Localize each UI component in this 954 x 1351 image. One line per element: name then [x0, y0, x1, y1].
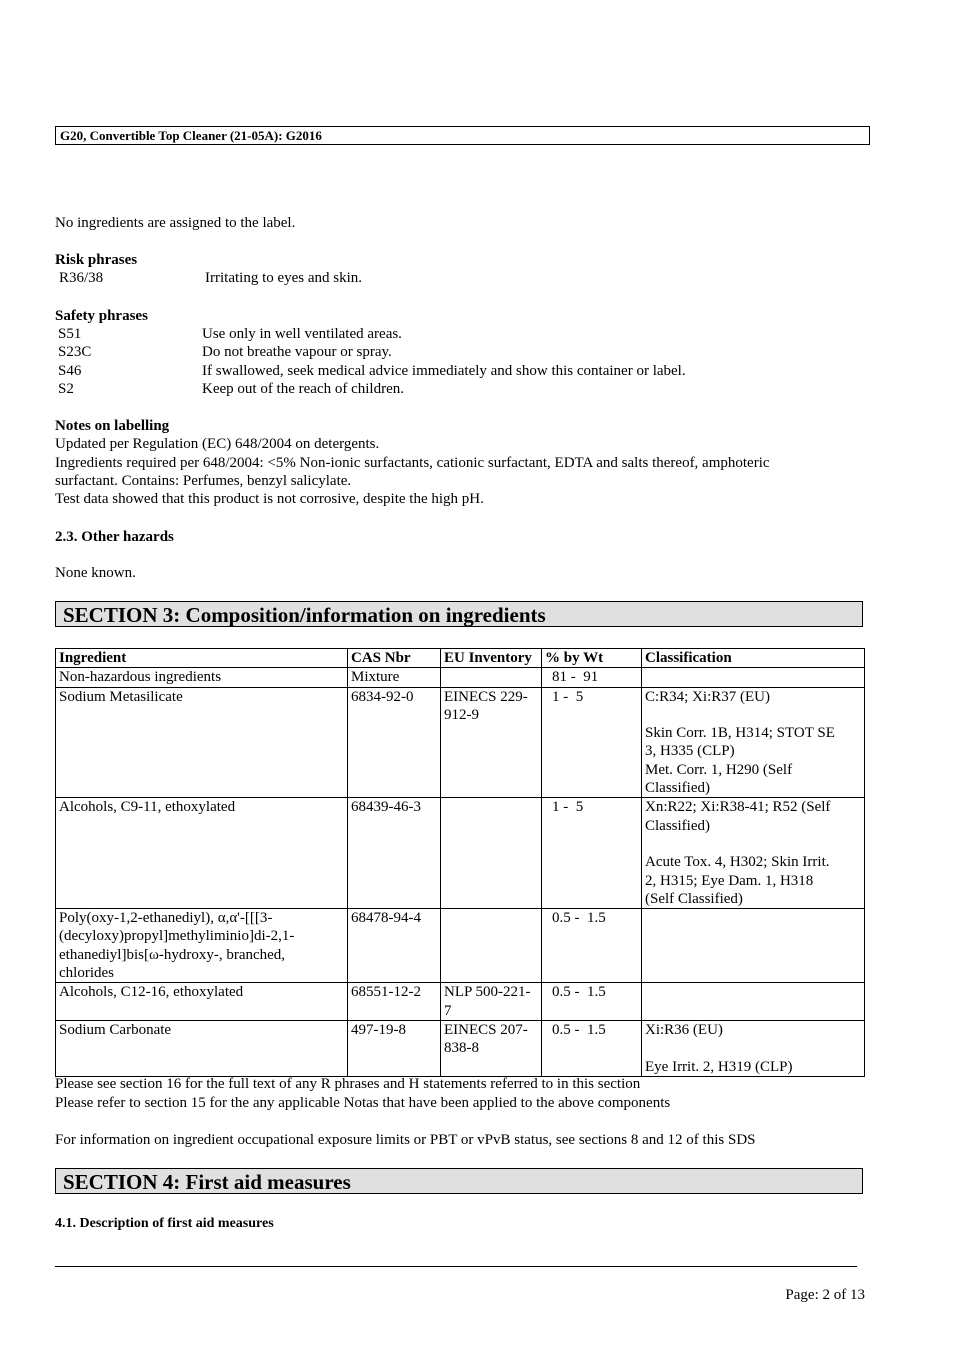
cell-pct-by-wt: 0.5 - 1.5 [542, 909, 642, 983]
safety-text: If swallowed, seek medical advice immediately and show this container or label. [202, 363, 686, 379]
table-row [56, 687, 865, 798]
cell-line: NLP 500-221- [444, 984, 531, 1001]
cell-ingredient [56, 687, 348, 798]
cell-line: Alcohols, C9-11, ethoxylated [59, 799, 236, 816]
cell-line: Sodium Carbonate [59, 1021, 172, 1038]
cell-cas: Mixture [348, 668, 441, 687]
ingredients-table [55, 648, 865, 1077]
cell-line: EINECS 207- [444, 1021, 528, 1038]
page-number: Page: 2 of 13 [785, 1287, 865, 1303]
table-row [56, 983, 865, 1021]
cell-eu-inventory [441, 1020, 542, 1076]
risk-text: Irritating to eyes and skin. [205, 270, 363, 286]
col-header-cas: CAS Nbr [348, 649, 441, 668]
safety-text: Use only in well ventilated areas. [202, 326, 402, 342]
cell-eu-inventory [441, 983, 542, 1021]
cell-classification [642, 798, 865, 909]
footer-rule [55, 1266, 857, 1267]
col-header-pct-by-wt: % by Wt [542, 649, 642, 668]
cell-line: 2, H315; Eye Dam. 1, H318 [645, 872, 814, 889]
table-header-row [56, 649, 865, 668]
other-hazards-text: None known. [55, 565, 136, 581]
section3-note: For information on ingredient occupational exposure limits or PBT or vPvB status, see sections 8 and 12 of this SDS [55, 1132, 756, 1148]
safety-phrases-heading: Safety phrases [55, 308, 148, 324]
cell-line: Alcohols, C12-16, ethoxylated [59, 984, 244, 1001]
notes-line: Test data showed that this product is not corrosive, despite the high pH. [55, 491, 484, 507]
cell-classification [642, 1020, 865, 1076]
document-header: G20, Convertible Top Cleaner (21-05A): G2016 [55, 126, 870, 145]
cell-line: ethanediyl]bis[ω-hydroxy-, branched, [59, 946, 286, 963]
notes-line: surfactant. Contains: Perfumes, benzyl salicylate. [55, 473, 352, 489]
cell-classification [642, 668, 865, 687]
cell-line: (Self Classified) [645, 890, 743, 907]
cell-ingredient [56, 1020, 348, 1076]
cell-eu-inventory [441, 909, 542, 983]
cell-cas: 68478-94-4 [348, 909, 441, 983]
section3-title: SECTION 3: Composition/information on ingredients [55, 601, 863, 627]
cell-line [645, 706, 861, 724]
cell-cas: 68551-12-2 [348, 983, 441, 1021]
section4-title: SECTION 4: First aid measures [55, 1168, 863, 1194]
safety-text: Keep out of the reach of children. [202, 381, 404, 397]
safety-text: Do not breathe vapour or spray. [202, 344, 392, 360]
cell-classification [642, 909, 865, 983]
cell-cas: 68439-46-3 [348, 798, 441, 909]
cell-line: Acute Tox. 4, H302; Skin Irrit. [645, 854, 830, 871]
table-row [56, 909, 865, 983]
safety-code: S2 [58, 381, 74, 397]
risk-phrases-heading: Risk phrases [55, 252, 138, 268]
cell-line: Xn:R22; Xi:R38-41; R52 (Self [645, 799, 831, 816]
safety-code: S46 [58, 363, 82, 379]
cell-ingredient [56, 983, 348, 1021]
cell-pct-by-wt: 0.5 - 1.5 [542, 983, 642, 1021]
col-header-ingredient: Ingredient [56, 649, 348, 668]
cell-line: Sodium Metasilicate [59, 688, 183, 705]
cell-line: Skin Corr. 1B, H314; STOT SE [645, 725, 835, 742]
cell-line [645, 1039, 861, 1057]
cell-line: Classified) [645, 780, 710, 797]
table-row [56, 668, 865, 687]
section4-subheading: 4.1. Description of first aid measures [55, 1216, 274, 1231]
cell-line: EINECS 229- [444, 688, 528, 705]
cell-line: Eye Irrit. 2, H319 (CLP) [645, 1058, 793, 1075]
cell-line: Non-hazardous ingredients [59, 669, 222, 686]
cell-line: Xi:R36 (EU) [645, 1021, 723, 1038]
cell-classification [642, 983, 865, 1021]
cell-ingredient [56, 909, 348, 983]
cell-line: Poly(oxy-1,2-ethanediyl), α,α'-[[[3- [59, 910, 273, 927]
col-header-eu-inventory: EU Inventory [441, 649, 542, 668]
safety-code: S23C [58, 344, 92, 360]
cell-line: 7 [444, 1002, 452, 1019]
cell-line: Met. Corr. 1, H290 (Self [645, 761, 793, 778]
cell-classification [642, 687, 865, 798]
cell-line: 912-9 [444, 706, 479, 723]
other-hazards-heading: 2.3. Other hazards [55, 529, 174, 545]
section3-note: Please see section 16 for the full text of any R phrases and H statements referred to in this section [55, 1076, 641, 1092]
cell-line: chlorides [59, 965, 114, 982]
cell-pct-by-wt: 1 - 5 [542, 798, 642, 909]
cell-line: (decyloxy)propyl]methyliminio]di-2,1- [59, 928, 295, 945]
notes-line: Updated per Regulation (EC) 648/2004 on detergents. [55, 436, 380, 452]
cell-pct-by-wt: 81 - 91 [542, 668, 642, 687]
safety-code: S51 [58, 326, 82, 342]
cell-eu-inventory [441, 687, 542, 798]
notes-line: Ingredients required per 648/2004: <5% Non-ionic surfactants, cationic surfactant, EDTA and salts thereof, amphoteric [55, 455, 770, 471]
cell-ingredient [56, 798, 348, 909]
risk-code: R36/38 [59, 270, 104, 286]
cell-pct-by-wt: 0.5 - 1.5 [542, 1020, 642, 1076]
table-row [56, 1020, 865, 1076]
cell-cas: 497-19-8 [348, 1020, 441, 1076]
ingredients-body [56, 668, 865, 1077]
notes-heading: Notes on labelling [55, 418, 170, 434]
col-header-classification: Classification [642, 649, 865, 668]
cell-cas: 6834-92-0 [348, 687, 441, 798]
cell-line: C:R34; Xi:R37 (EU) [645, 688, 771, 705]
table-row [56, 798, 865, 909]
label-intro: No ingredients are assigned to the label. [55, 215, 296, 231]
section3-note: Please refer to section 15 for the any applicable Notas that have been applied to the above components [55, 1095, 671, 1111]
cell-line: Classified) [645, 817, 710, 834]
cell-pct-by-wt: 1 - 5 [542, 687, 642, 798]
cell-ingredient [56, 668, 348, 687]
cell-eu-inventory [441, 798, 542, 909]
cell-line: 3, H335 (CLP) [645, 743, 735, 760]
cell-line: 838-8 [444, 1040, 479, 1057]
cell-eu-inventory [441, 668, 542, 687]
cell-line [645, 835, 861, 853]
